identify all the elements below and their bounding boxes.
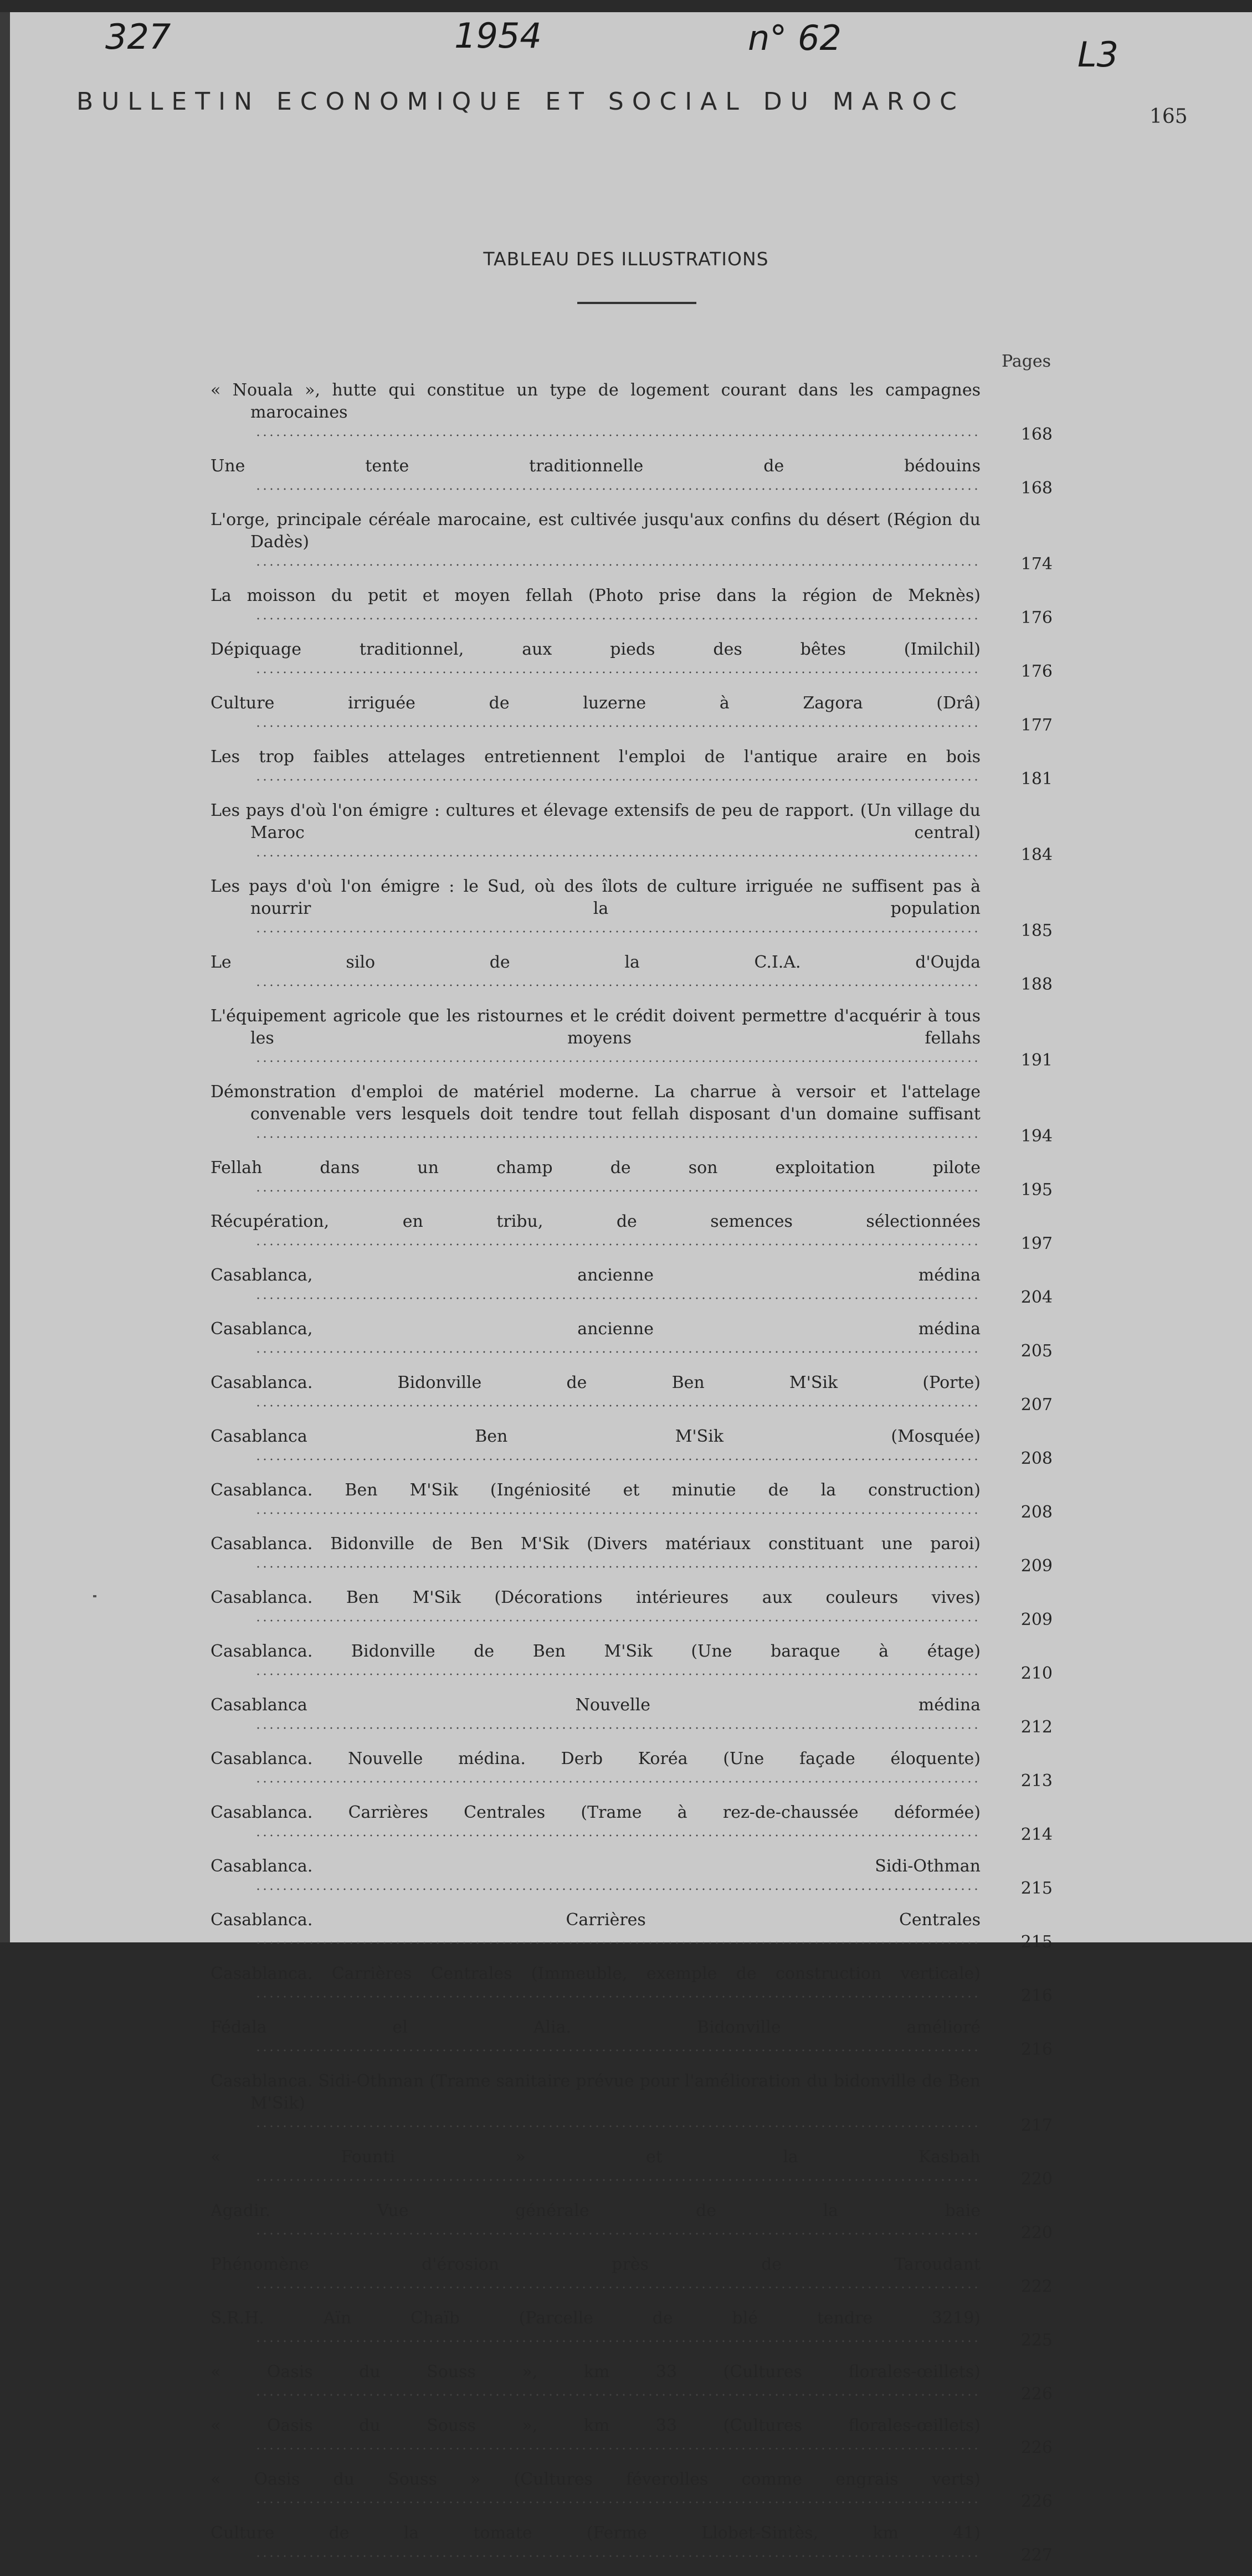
list-item (211, 1533, 1064, 1577)
illustration-page-number: 208 (1020, 1503, 1053, 1522)
dot-leader (255, 2553, 981, 2559)
illustration-caption: Les pays d'où l'on émigre : cultures et élevage extensifs de peu de rapport. (Un village du Maroc central) (211, 800, 981, 866)
handwritten-note: L3 (1077, 34, 1118, 75)
illustration-page-number: 177 (1020, 716, 1053, 735)
illustration-caption: Casablanca. Sidi-Othman (211, 1855, 981, 1900)
list-item (211, 746, 1064, 790)
illustration-caption: Dépiquage traditionnel, aux pieds des bêtes (Imilchil) (211, 639, 981, 683)
dot-leader (255, 670, 981, 675)
illustration-page-number: 168 (1020, 425, 1053, 444)
list-item (211, 1479, 1064, 1524)
list-item (211, 1426, 1064, 1470)
list-item (211, 1211, 1064, 1255)
illustration-page-number: 195 (1020, 1180, 1053, 1200)
dot-leader (255, 1242, 981, 1247)
dot-leader (255, 929, 981, 934)
illustration-page-number: 181 (1020, 769, 1053, 789)
dot-leader (255, 2338, 981, 2344)
illustration-page-number: 215 (1020, 1932, 1053, 1952)
illustration-page-number: 205 (1020, 1341, 1053, 1361)
illustration-caption: Casablanca. Carrières Centrales (211, 1909, 981, 1953)
list-item (211, 1318, 1064, 1362)
illustration-caption: Le silo de la C.I.A. d'Oujda (211, 952, 981, 996)
illustration-page-number: 212 (1020, 1718, 1053, 1737)
illustration-page-number: 226 (1020, 2438, 1053, 2457)
illustration-caption: « Oasis du Souss » (Cultures féverolles comme engrais verts) (211, 2469, 981, 2513)
illustration-caption: La moisson du petit et moyen fellah (Photo prise dans la région de Meknès) (211, 585, 981, 629)
page-number: 165 (1150, 105, 1188, 128)
list-item (211, 800, 1064, 866)
illustration-page-number: 225 (1020, 2331, 1053, 2350)
list-item (211, 1855, 1064, 1900)
illustration-caption: Les trop faibles attelages entretiennent l'emploi de l'antique araire en bois (211, 746, 981, 790)
list-item (211, 2254, 1064, 2298)
illustration-caption: Casablanca, ancienne médina (211, 1318, 981, 1362)
illustration-page-number: 194 (1020, 1127, 1053, 1146)
dot-leader (255, 2048, 981, 2053)
illustration-page-number: 220 (1020, 2223, 1053, 2243)
dot-leader (255, 1618, 981, 1623)
list-item (211, 1802, 1064, 1846)
illustration-page-number: 227 (1020, 2546, 1053, 2565)
illustration-caption: « Nouala », hutte qui constitue un type de logement courant dans les campagnes marocaines (211, 379, 981, 446)
illustration-page-number: 216 (1020, 1986, 1053, 2006)
illustration-page-number: 207 (1020, 1395, 1053, 1415)
list-item (211, 1157, 1064, 1201)
handwritten-note: n° 62 (748, 18, 841, 58)
paper-speck (93, 1595, 96, 1597)
illustration-caption: L'équipement agricole que les ristournes et le crédit doivent permettre d'acquérir à tous les moyens fellahs (211, 1005, 981, 1072)
illustration-caption: Récupération, en tribu, de semences sélectionnées (211, 1211, 981, 1255)
dot-leader (255, 1940, 981, 1946)
illustration-caption: « Founti » et la Kasbah (211, 2146, 981, 2191)
pages-column-label: Pages (1002, 352, 1051, 371)
list-item (211, 2415, 1064, 2459)
illustration-caption: Fédala el Alia. Bidonville amélioré (211, 2017, 981, 2061)
illustration-page-number: 208 (1020, 1449, 1053, 1468)
illustration-page-number: 209 (1020, 1556, 1053, 1576)
illustration-caption: « Oasis du Souss », km 33 (Cultures florales-œillets) (211, 2361, 981, 2405)
illustration-caption: Casablanca. Bidonville de Ben M'Sik (Porte) (211, 1372, 981, 1416)
illustration-page-number: 204 (1020, 1288, 1053, 1307)
list-item (211, 2361, 1064, 2405)
list-item (211, 1372, 1064, 1416)
illustration-page-number: 191 (1020, 1051, 1053, 1070)
illustration-caption: « Oasis du Souss », km 33 (Cultures florales-œillets) (211, 2415, 981, 2459)
illustration-page-number: 197 (1020, 1234, 1053, 1253)
illustration-page-number: 185 (1020, 921, 1053, 940)
illustration-page-number: 214 (1020, 1825, 1053, 1844)
illustration-caption: L'orge, principale céréale marocaine, est cultivée jusqu'aux confins du désert (Région du Dadès) (211, 509, 981, 575)
illustration-caption: Casablanca Nouvelle médina (211, 1694, 981, 1739)
illustration-page-number: 174 (1020, 554, 1053, 574)
dot-leader (255, 486, 981, 492)
dot-leader (255, 1994, 981, 1999)
illustration-caption: Casablanca Ben M'Sik (Mosquée) (211, 1426, 981, 1470)
illustration-caption: Casablanca. Bidonville de Ben M'Sik (Divers matériaux constituant une paroi) (211, 1533, 981, 1577)
list-item (211, 2469, 1064, 2513)
binding-edge (0, 12, 10, 1942)
illustration-page-number: 168 (1020, 479, 1053, 498)
dot-leader (255, 1725, 981, 1731)
list-item (211, 2307, 1064, 2352)
list-item (211, 1909, 1064, 1953)
illustration-caption: Casablanca. Ben M'Sik (Décorations intérieures aux couleurs vives) (211, 1587, 981, 1631)
illustration-caption: Phénomène d'érosion près de Taroudant (211, 2254, 981, 2298)
dot-leader (255, 1295, 981, 1301)
illustration-caption: Culture de la tomate (Ferme Llobet-Sintès, km 41) (211, 2522, 981, 2567)
list-item (211, 2070, 1064, 2137)
illustration-caption: Casablanca. Nouvelle médina. Derb Koréa (Une façade éloquente) (211, 1748, 981, 1792)
illustration-caption: Casablanca. Ben M'Sik (Ingéniosité et minutie de la construction) (211, 1479, 981, 1524)
list-item (211, 639, 1064, 683)
dot-leader (255, 1403, 981, 1408)
list-item (211, 1748, 1064, 1792)
list-item (211, 2522, 1064, 2567)
dot-leader (255, 1886, 981, 1892)
illustration-caption: Fellah dans un champ de son exploitation pilote (211, 1157, 981, 1201)
illustration-page-number: 176 (1020, 608, 1053, 628)
illustration-page-number: 220 (1020, 2169, 1053, 2189)
dot-leader (255, 983, 981, 988)
illustration-page-number: 213 (1020, 1771, 1053, 1791)
dot-leader (255, 1349, 981, 1355)
illustration-caption: S.R.H. Aïn Chaïb (Parcelle de blé tendre 3219) (211, 2307, 981, 2352)
list-item (211, 1587, 1064, 1631)
illustration-page-number: 226 (1020, 2384, 1053, 2404)
dot-leader (255, 853, 981, 858)
dot-leader (255, 2500, 981, 2505)
illustration-page-number: 217 (1020, 2116, 1053, 2135)
illustration-caption: Casablanca. Sidi-Othman (Trame sanitaire prévue pour l'amélioration du bidonville de Ben M'Sik) (211, 2070, 981, 2137)
page-title: TABLEAU DES ILLUSTRATIONS (483, 248, 769, 270)
illustration-page-number: 209 (1020, 1610, 1053, 1629)
dot-leader (255, 777, 981, 783)
illustration-caption: Les pays d'où l'on émigre : le Sud, où des îlots de culture irriguée ne suffisent pas à nourrir la population (211, 876, 981, 942)
dot-leader (255, 1564, 981, 1570)
list-item (211, 1963, 1064, 2007)
list-item (211, 1081, 1064, 1148)
illustration-page-number: 210 (1020, 1664, 1053, 1683)
illustration-page-number: 188 (1020, 975, 1053, 994)
list-item (211, 509, 1064, 575)
handwritten-note: 1954 (454, 16, 542, 56)
dot-leader (255, 1779, 981, 1785)
list-item (211, 585, 1064, 629)
illustration-caption: Casablanca. Carrières Centrales (Trame à rez-de-chaussée déformée) (211, 1802, 981, 1846)
illustration-page-number: 226 (1020, 2492, 1053, 2511)
dot-leader (255, 562, 981, 568)
title-divider (577, 302, 696, 304)
illustration-page-number: 184 (1020, 845, 1053, 865)
dot-leader (255, 616, 981, 621)
list-item (211, 1264, 1064, 1309)
list-item (211, 692, 1064, 737)
illustration-page-number: 176 (1020, 662, 1053, 681)
illustration-caption: Une tente traditionnelle de bédouins (211, 455, 981, 500)
dot-leader (255, 1188, 981, 1194)
illustration-page-number: 216 (1020, 2040, 1053, 2059)
list-item (211, 1005, 1064, 1072)
illustration-caption: Démonstration d'emploi de matériel moderne. La charrue à versoir et l'attelage convenable vers lesquels doit tendre tout fellah disposant d'un domaine suffisant (211, 1081, 981, 1148)
dot-leader (255, 723, 981, 729)
list-item (211, 455, 1064, 500)
dot-leader (255, 1457, 981, 1462)
illustration-caption: Casablanca. Carrières Centrales (Immeuble, exemple de construction verticale) (211, 1963, 981, 2007)
dot-leader (255, 1833, 981, 1838)
illustration-page-number: 215 (1020, 1879, 1053, 1898)
list-item (211, 2200, 1064, 2244)
handwritten-note: 327 (105, 17, 171, 57)
list-item (211, 379, 1064, 446)
list-item (211, 2017, 1064, 2061)
illustration-caption: Casablanca. Bidonville de Ben M'Sik (Une baraque à étage) (211, 1641, 981, 1685)
dot-leader (255, 2285, 981, 2290)
dot-leader (255, 2446, 981, 2451)
dot-leader (255, 2177, 981, 2183)
list-item (211, 1694, 1064, 1739)
running-header: BULLETIN ECONOMIQUE ET SOCIAL DU MAROC (76, 88, 965, 116)
dot-leader (255, 2392, 981, 2398)
illustrations-list (211, 379, 1064, 2576)
dot-leader (255, 1672, 981, 1677)
illustration-caption: Agadir. Vue générale de la baie (211, 2200, 981, 2244)
illustration-page-number: 222 (1020, 2277, 1053, 2296)
dot-leader (255, 1134, 981, 1140)
list-item (211, 876, 1064, 942)
list-item (211, 1641, 1064, 1685)
dot-leader (255, 1058, 981, 1064)
list-item (211, 2146, 1064, 2191)
illustration-caption: Casablanca, ancienne médina (211, 1264, 981, 1309)
dot-leader (255, 2123, 981, 2129)
dot-leader (255, 433, 981, 438)
list-item (211, 952, 1064, 996)
illustration-caption: Culture irriguée de luzerne à Zagora (Drâ) (211, 692, 981, 737)
dot-leader (255, 2231, 981, 2236)
dot-leader (255, 1510, 981, 1516)
